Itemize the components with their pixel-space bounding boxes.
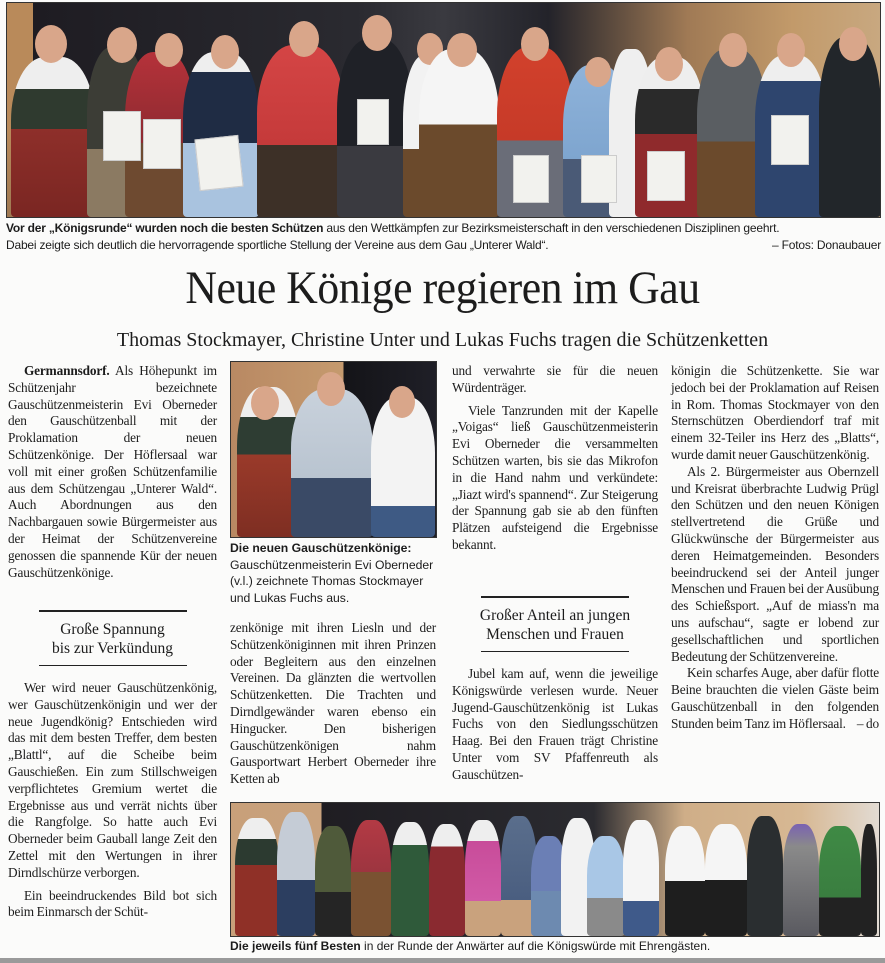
- dateline: Germannsdorf.: [23, 363, 110, 378]
- photo-credit: – Fotos: Donaubauer: [772, 238, 881, 252]
- section-heading-line: Große Spannung: [60, 620, 165, 638]
- article-column-3: [452, 363, 658, 554]
- top-caption-bold: Vor der „Königsrunde“ wurden noch die besten Schützen: [6, 221, 324, 235]
- caption-bold: Die neuen Gauschützenkönige:: [230, 541, 412, 555]
- divider: [481, 651, 629, 653]
- top-group-photo: [6, 2, 881, 218]
- headline: Neue Könige regieren im Gau: [185, 262, 700, 314]
- paragraph: königin die Schützenkette. Sie war jedoch bei der Proklamation auf Reisen in Rom. Thomas Stockmayer von den Sternschützen Oberdiendorf traf mit einem 32-Teiler ins Herz des „Blatts“, wurde damit neuer Gauschützenkönig.: [671, 363, 879, 462]
- certificate: [143, 119, 181, 169]
- paragraph: Wer wird neuer Gauschützenkönig, wer Gauschützenkönigin und wer der neue Jugendkönig? Entschieden wird das mit dem besten Treffer, dem besten „Blattl“, auf die Scheibe beim Gauschießen. Ein zum Stillschweigen verpflichtetes Gremium wertet die Ergebnisse aus und verrät nichts über die Rangfolge. So hatte auch Evi Oberneder beim Gauball lange Zeit den Zettel mit den Wertungen in ihrer Dirndlschürze verborgen.: [8, 680, 217, 880]
- article-column-2: [230, 620, 436, 788]
- certificate: [194, 135, 243, 191]
- paragraph: [671, 665, 879, 732]
- paragraph-text: Als Höhepunkt im Schützenjahr bezeichnete Gauschützenmeisterin Evi Oberneder den Gauschützenball mit der Proklamation der neuen Schützenkönige. Der Höflersaal war voll mit einer großen Schützenfamilie aus dem Schützengau „Unterer Wald“. Auch Abordnungen aus den Nachbargauen sowie Bürgermeister aus der Heimat der Schützenvereine genossen die spannende Kür der neuen Gauschützenkönige.: [8, 363, 217, 580]
- section-heading-2: [450, 596, 660, 652]
- certificate: [581, 155, 617, 203]
- page-bottom-border: [0, 958, 885, 963]
- paragraph: Als 2. Bürgermeister aus Obernzell und Kreisrat überbrachte Ludwig Prügl den Schützen und den neuen Königen stellvertretend die Grüße und Glückwünsche der Bürgermeister aus deren Heimatgemeinden. Besonders beeindruckend sei der Anteil junger Menschen und Frauen bei der Ausübung des Schießsport. „Auf de miass'n ma uns aufschau“, sagte er lobend zur gesellschaftlichen und sportlichen Bedeutung der Schützenvereine.: [671, 463, 879, 664]
- top-caption-text: aus den Wettkämpfen zur Bezirksmeisterschaft in den verschiedenen Disziplinen geehrt.: [323, 221, 780, 235]
- paragraph: [8, 363, 217, 581]
- paragraph: Viele Tanzrunden mit der Kapelle „Voigas“ ließ Gauschützenmeisterin Evi Oberneder die versammelten Schützen warten, bis sie das Mikrofon in die Hand nahm und verkündete: „Jiazt wird's spannend“. Zur Steigerung der Spannung gab sie ab den fünften Plätzen aufsteigend die Ergebnisse bekannt.: [452, 402, 658, 552]
- article-column-4: [671, 363, 879, 733]
- bottom-photo-caption: [230, 938, 880, 955]
- certificate: [771, 115, 809, 165]
- top-photo-caption: [6, 220, 881, 254]
- section-heading-line: bis zur Verkündung: [51, 639, 174, 657]
- paragraph: Ein beeindruckendes Bild bot sich beim Einmarsch der Schüt-: [8, 887, 217, 920]
- section-heading-line: Großer Anteil an jungen: [479, 606, 631, 624]
- bottom-group-photo: [230, 802, 880, 937]
- paragraph: und verwahrte sie für die neuen Würdenträger.: [452, 363, 658, 395]
- article-column-1-lower: [8, 680, 217, 921]
- certificate: [103, 111, 141, 161]
- paragraph: Jubel kam auf, wenn die jeweilige Königswürde verlesen wurde. Neuer Jugend-Gauschützenkönig ist Lukas Fuchs von den Siedlungsschützen Haag. Bei den Frauen trägt Christine Unter vom SV Pfaffenreuth als Gauschützen-: [452, 666, 658, 782]
- paragraph: zenkönige mit ihren Liesln und der Schützenköniginnen mit ihren Prinzen oder Begleitern aus den einzelnen Vereinen. Da glänzten die wertvollen Schützenketten. Die Trachten und Dirndlgewänder waren ebenso ein Hingucker. Den bisherigen Gauschützenkönigen nahm Gausportwart Herbert Oberneder ihre Ketten ab: [230, 620, 436, 787]
- subheadline: Thomas Stockmayer, Christine Unter und Lukas Fuchs tragen die Schützenketten: [116, 329, 769, 351]
- certificate: [647, 151, 685, 201]
- certificate: [513, 155, 549, 203]
- section-heading-line: Menschen und Frauen: [486, 625, 624, 643]
- paragraph-text: Kein scharfes Auge, aber dafür flotte Beine brauchten die vielen Gäste beim Gauschützenball in den folgenden Stunden beim Tanz im Höflersaal.: [671, 665, 879, 731]
- certificate: [357, 99, 389, 145]
- kings-photo: [230, 361, 437, 538]
- section-heading-1: [8, 610, 217, 666]
- divider: [39, 665, 187, 667]
- caption-bold: Die jeweils fünf Besten: [230, 939, 361, 953]
- caption-text: in der Runde der Anwärter auf die Königswürde mit Ehrengästen.: [360, 939, 711, 953]
- article-column-3-lower: [452, 666, 658, 784]
- article-column-1: [8, 363, 217, 581]
- top-caption-line2: Dabei zeigte sich deutlich die hervorragende sportliche Stellung der Vereine aus dem Gau „Unterer Wald“.: [6, 238, 549, 252]
- kings-photo-caption: [230, 540, 438, 606]
- caption-text: Gauschützenmeisterin Evi Oberneder (v.l.) zeichnete Thomas Stockmayer und Lukas Fuchs aus.: [230, 557, 434, 605]
- author-signature: – do: [856, 715, 879, 731]
